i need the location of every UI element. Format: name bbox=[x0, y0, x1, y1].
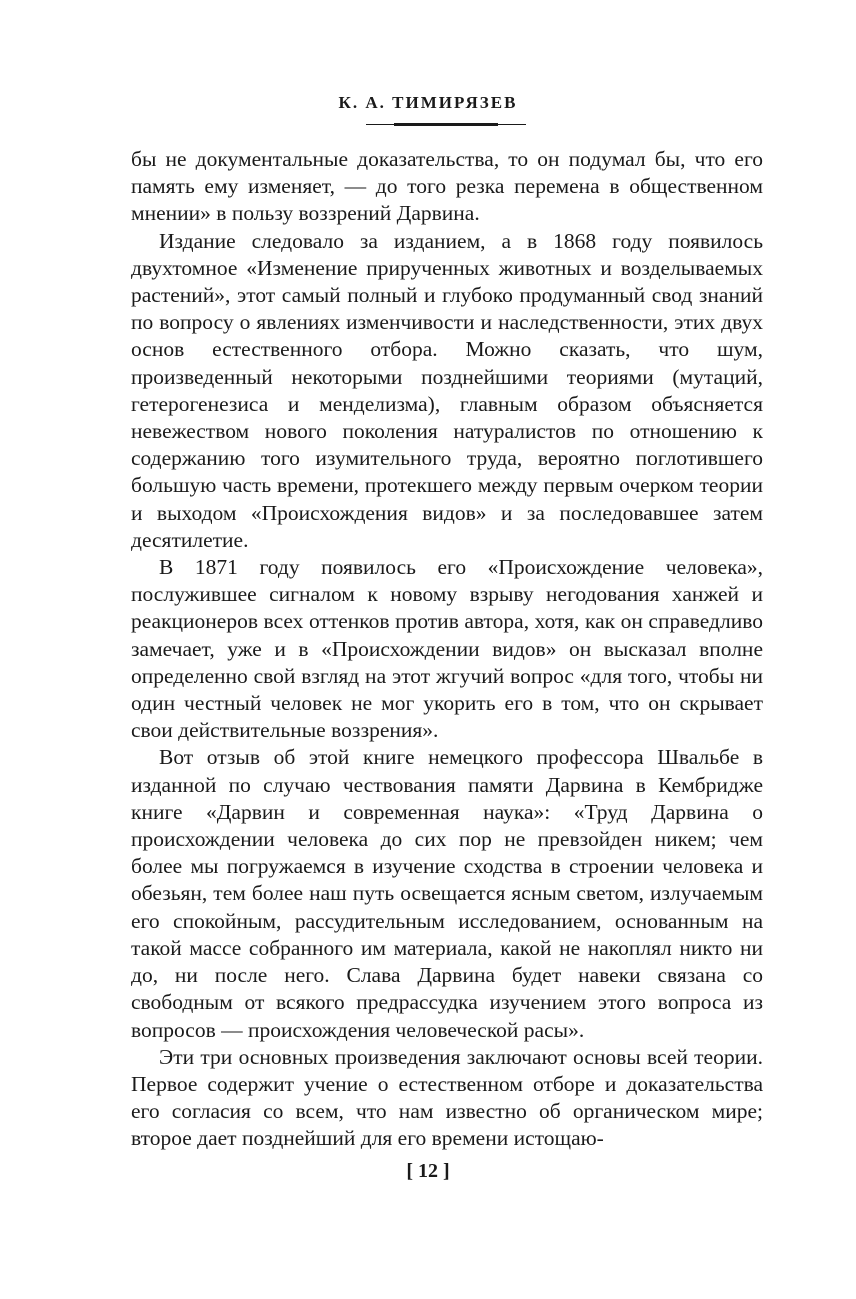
page-number: [ 12 ] bbox=[406, 1160, 450, 1182]
paragraph-5: Эти три основных произведения заключают основы всей теории. Первое содержит учение о естественном отборе и доказательства его согласия со всем, что нам известно об органическом мире; второе дает позднейший для его времени истощаю- bbox=[131, 1044, 763, 1151]
paragraph-2: Издание следовало за изданием, а в 1868 году появилось двухтомное «Изменение прирученных животных и возделываемых растений», этот самый полный и глубоко продуманный свод знаний по вопросу о явлениях изменчивости и наследственности, этих двух основ естественного отбора. Можно сказать, что шум, произведенный некоторыми позднейшими теориями (мутаций, гетерогенезиса и менделизма), главным образом объясняется невежеством нового поколения натуралистов по отношению к содержанию того изумительного труда, вероятно поглотившего большую часть времени, протекшего между первым очерком теории и выходом «Происхождения видов» и за последовавшее затем десятилетие. bbox=[131, 228, 763, 552]
running-head-title: К. А. ТИМИРЯЗЕВ bbox=[338, 93, 518, 112]
paragraph-4: Вот отзыв об этой книге немецкого профессора Швальбе в изданной по случаю чествования памяти Дарвина в Кембридже книге «Дарвин и современная наука»: «Труд Дарвина о происхождении человека до сих пор не превзойден никем; чем более мы погружаемся в изучение сходства в строении человека и обезьян, тем более наш путь освещается ясным светом, излучаемым его спокойным, рассудительным исследованием, основанным на такой массе собранного им материала, какой не накоплял никто ни до, ни после него. Слава Дарвина будет навеки связана со свободным от всякого предрассудка изучением этого вопроса из вопросов — происхождения человеческой расы». bbox=[131, 745, 763, 1042]
paragraph-3: В 1871 году появилось его «Происхождение человека», послужившее сигналом к новому взрыву негодования ханжей и реакционеров всех оттенков против автора, хотя, как он справедливо замечает, уже и в «Происхождении видов» он высказал вполне определенно свой взгляд на этот жгучий вопрос «для того, чтобы ни один честный человек не мог укорить его в том, что он скрывает свои действительные воззрения». bbox=[131, 555, 763, 743]
header-rule-accent bbox=[394, 123, 498, 126]
paragraph-1: бы не документальные доказательства, то он подумал бы, что его память ему изменяет, — до того резка перемена в общественном мнении» в пользу воззрений Дарвина. bbox=[131, 147, 763, 226]
body-text bbox=[131, 146, 763, 1153]
